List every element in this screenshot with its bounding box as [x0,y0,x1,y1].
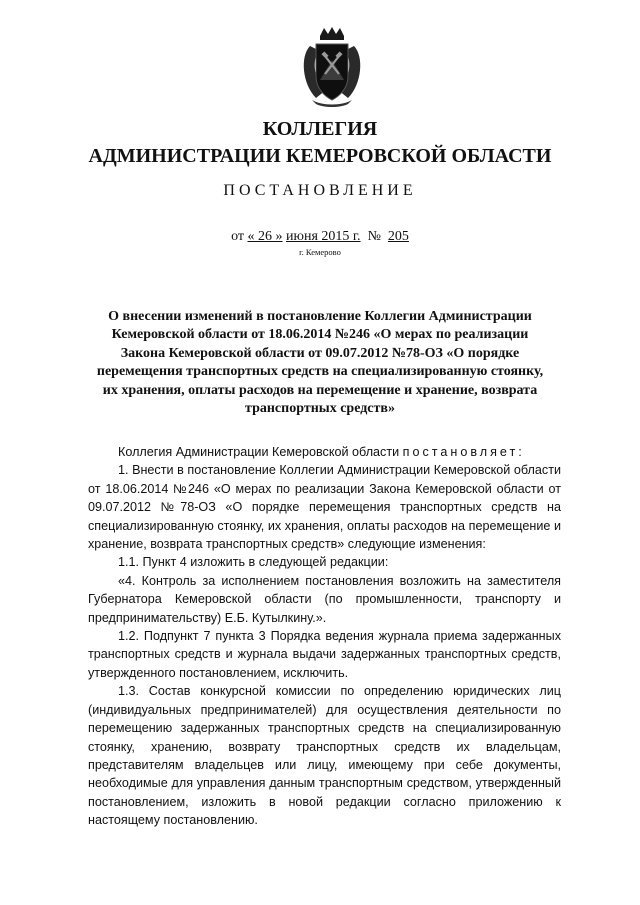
document-date-line [0,229,640,245]
document-body [88,443,561,830]
date-month-year: июня 2015 г. [286,229,361,244]
paragraph-1-3: 1.3. Состав конкурсной комиссии по определению юридических лиц (индивидуальных предпринимателей) для осуществления деятельности по перемещению задержанных транспортных средств на специализированную стоянку, хранению, возврату транспортных средств их владельцам, представителям владельцев или лицу, имеющему при себе документы, необходимые для управления данным транспортным средством, утвержденный постановлением, изложить в новой редакции согласно приложению к настоящему постановлению. [88,684,561,828]
date-prefix: от [231,229,245,244]
organization-name-line1: КОЛЛЕГИЯ [262,118,378,140]
organization-name-line2: АДМИНИСТРАЦИИ КЕМЕРОВСКОЙ ОБЛАСТИ [88,145,552,167]
document-title: О внесении изменений в постановление Коллегии Администрации Кемеровской области от 18.06.2014 №246 «О мерах по реализации Закона Кемеровской области от 09.07.2012 №78-ОЗ «О порядке перемещения транспортных средств на специализированную стоянку, их хранения, оплаты расходов на перемещение и хранение, возврата транспортных средств» [96,309,544,417]
city-label: г. Кемерово [299,247,341,257]
number-sign: № [367,229,381,244]
paragraph-1-1-quote: «4. Контроль за исполнением постановления возложить на заместителя Губернатора Кемеровской области (по промышленности, транспорту и предпринимательству) Е.Б. Кутылкину.». [88,573,561,625]
paragraph-1-2: 1.2. Подпункт 7 пункта 3 Порядка ведения журнала приема задержанных транспортных средств и журнала выдачи задержанных транспортных средств, утвержденного постановлением, исключить. [88,629,561,680]
document-number: 205 [387,229,409,244]
paragraph-1-1: 1.1. Пункт 4 изложить в следующей редакции: [118,555,389,570]
intro-action: постановляет: [402,445,525,459]
intro-text: Коллегия Администрации Кемеровской области [118,445,400,459]
intro-paragraph [88,443,561,461]
paragraph-1: 1. Внести в постановление Коллегии Администрации Кемеровской области от 18.06.2014 №246 «О мерах по реализации Закона Кемеровской области от 09.07.2012 №78-ОЗ «О порядке перемещения транспортных средств на специализированную стоянку, их хранения, оплаты расходов на перемещение и хранение, возврата транспортных средств» следующие изменения: [88,463,561,552]
document-type: ПОСТАНОВЛЕНИЕ [223,182,417,199]
date-day: « 26 » [247,229,283,244]
coat-of-arms-emblem [296,26,368,108]
